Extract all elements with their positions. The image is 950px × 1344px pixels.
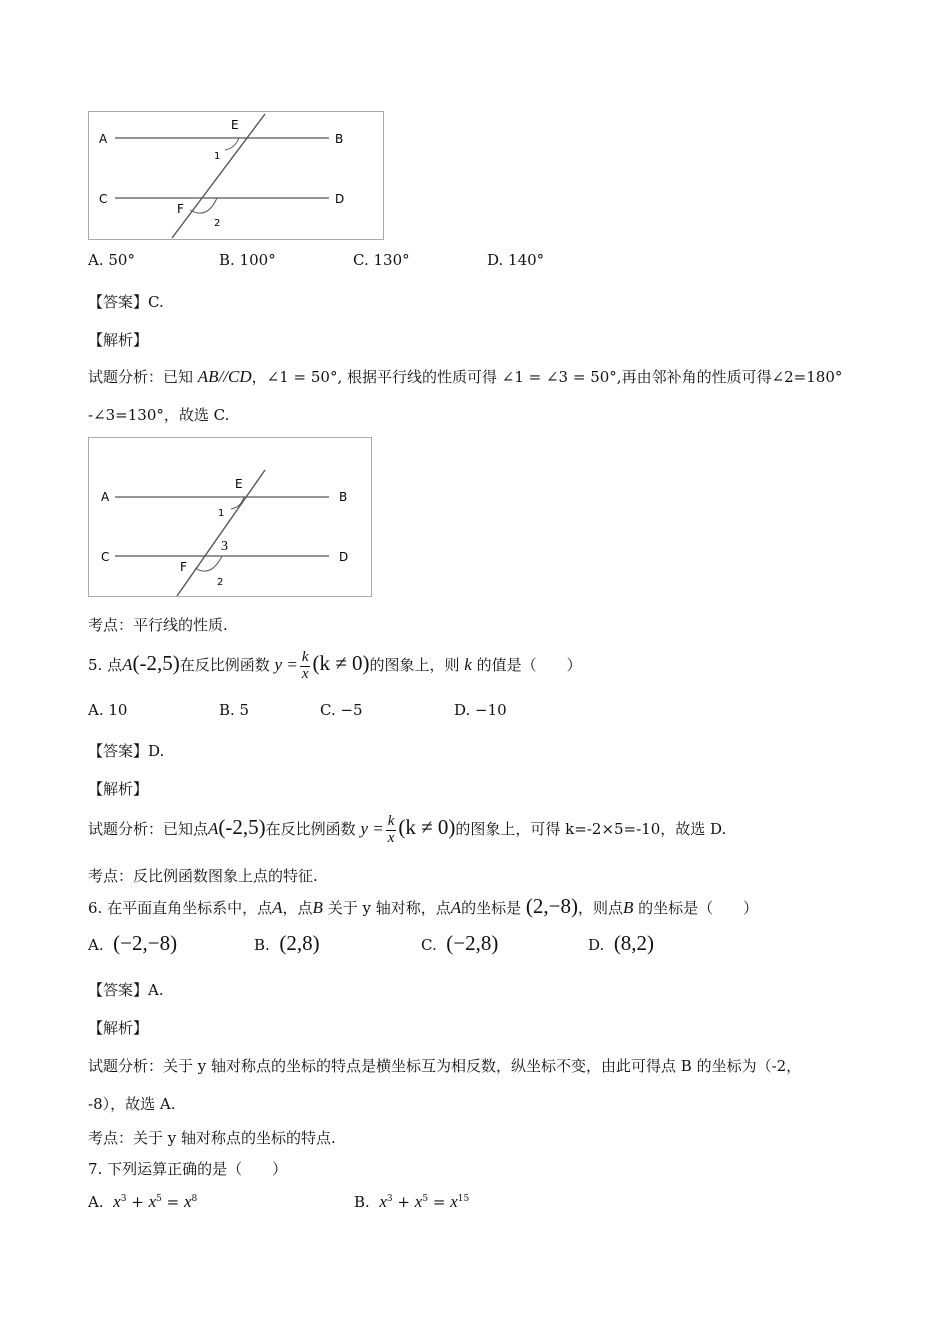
q6-option-b-label: B. bbox=[254, 936, 270, 954]
q5-option-a: A. 10 bbox=[88, 701, 128, 719]
q7-option-a bbox=[88, 1192, 197, 1212]
q7-a-x1: x bbox=[113, 1192, 121, 1211]
q6-option-a-label: A. bbox=[88, 936, 104, 954]
q4-analysis-rest: 再由邻补角的性质可得∠2=180° bbox=[621, 368, 843, 386]
label-c: C bbox=[101, 550, 110, 564]
q7-a-plus: + bbox=[131, 1193, 144, 1211]
angle-1-arc bbox=[225, 138, 239, 150]
q5-analysis-frac-den: x bbox=[387, 830, 395, 846]
q6-option-a bbox=[88, 931, 177, 956]
q6-text-4: 的坐标是 bbox=[461, 899, 522, 917]
q5-analysis-fraction bbox=[386, 814, 397, 846]
q5-analysis-pre: 试题分析：已知点 bbox=[88, 820, 209, 838]
q5-analysis-title: 【解析】 bbox=[88, 780, 149, 798]
q7-question bbox=[88, 1158, 287, 1179]
q7-option-b bbox=[354, 1192, 469, 1212]
q7-a-eq: = bbox=[166, 1193, 180, 1211]
q7-b-exp-15: 15 bbox=[457, 1194, 470, 1204]
q6-question bbox=[88, 894, 758, 919]
q6-option-d-label: D. bbox=[588, 936, 605, 954]
q4-kaodian: 考点：平行线的性质. bbox=[88, 616, 228, 634]
q6-answer: 【答案】A. bbox=[88, 981, 164, 999]
q5-point-a: A bbox=[122, 655, 133, 674]
label-e: E bbox=[235, 477, 243, 491]
q5-text-end: 的值是（ ） bbox=[476, 656, 582, 674]
q4-analysis-prefix: 试题分析：已知 bbox=[88, 368, 194, 386]
q6-option-d-value: (8,2) bbox=[613, 931, 655, 955]
q5-coord: (-2,5) bbox=[132, 651, 180, 675]
q5-fraction bbox=[300, 650, 311, 682]
figure-1-svg bbox=[89, 112, 383, 239]
q6-option-d bbox=[588, 931, 654, 956]
q7-a-exp-5: 5 bbox=[156, 1194, 162, 1204]
q6-analysis-line-2: -8），故选 A. bbox=[88, 1095, 176, 1113]
q7-a-exp-8: 8 bbox=[191, 1194, 198, 1204]
q4-option-c: C. 130° bbox=[353, 251, 410, 269]
q5-analysis-post: 的图象上，可得 k=-2×5=-10，故选 D. bbox=[455, 820, 727, 838]
q4-analysis-title: 【解析】 bbox=[88, 331, 149, 349]
q6-kaodian: 考点：关于 y 轴对称点的坐标的特点. bbox=[88, 1129, 336, 1147]
q4-analysis-mid: ，∠1 = 50°, 根据平行线的性质可得 bbox=[251, 368, 497, 386]
q6-text-3: 关于 y 轴对称，点 bbox=[327, 899, 451, 917]
q6-coord: (2,−8) bbox=[525, 894, 578, 918]
q4-analysis-line-1 bbox=[88, 366, 842, 387]
q5-analysis-mid: 在反比例函数 bbox=[265, 820, 356, 838]
q6-analysis-line-1: 试题分析：关于 y 轴对称点的坐标的特点是横坐标互为相反数，纵坐标不变，由此可得点 B 的坐标为（-2， bbox=[88, 1057, 802, 1075]
q5-question bbox=[88, 646, 582, 682]
label-b: B bbox=[335, 132, 344, 146]
q6-point-b2: B bbox=[623, 898, 634, 917]
q6-text-2: ，点 bbox=[282, 899, 313, 917]
label-a: A bbox=[101, 490, 110, 504]
q6-option-c bbox=[421, 931, 498, 956]
q5-y-eq: y = bbox=[274, 655, 298, 674]
figure-2-svg bbox=[89, 438, 371, 596]
q5-number: 5. bbox=[88, 656, 103, 674]
parallel-lines-figure-2 bbox=[88, 437, 372, 597]
angle-2-label: 2 bbox=[214, 218, 221, 229]
q6-option-a-value: (−2,−8) bbox=[113, 931, 178, 955]
q5-analysis-frac-num: k bbox=[387, 813, 395, 829]
q6-analysis-title: 【解析】 bbox=[88, 1019, 149, 1037]
q4-option-b: B. 100° bbox=[219, 251, 276, 269]
q5-option-c: C. −5 bbox=[320, 701, 363, 719]
q4-option-d: D. 140° bbox=[487, 251, 545, 269]
q6-text-6: 的坐标是（ ） bbox=[638, 899, 759, 917]
q5-option-b: B. 5 bbox=[219, 701, 250, 719]
q5-condition: (k ≠ 0) bbox=[312, 651, 370, 675]
q4-analysis-line-2: -∠3=130°，故选 C. bbox=[88, 406, 230, 424]
q7-b-exp-3: 3 bbox=[386, 1194, 393, 1204]
q5-text-mid: 在反比例函数 bbox=[179, 656, 270, 674]
q5-analysis-y-eq: y = bbox=[360, 819, 384, 838]
q7-a-exp-3: 3 bbox=[120, 1194, 127, 1204]
q6-point-b: B bbox=[312, 898, 323, 917]
label-a: A bbox=[99, 132, 108, 146]
q6-number: 6. bbox=[88, 899, 103, 917]
q4-analysis-eq: ∠1 = ∠3 = 50°, bbox=[501, 368, 622, 386]
q6-option-b-value: (2,8) bbox=[279, 931, 320, 955]
q5-frac-num: k bbox=[301, 649, 309, 665]
q5-analysis bbox=[88, 810, 726, 846]
q7-b-eq: = bbox=[432, 1193, 446, 1211]
parallel-lines-figure-1 bbox=[88, 111, 384, 240]
q4-option-a: A. 50° bbox=[88, 251, 135, 269]
q5-kaodian: 考点：反比例函数图象上点的特征. bbox=[88, 867, 318, 885]
q5-option-d: D. −10 bbox=[454, 701, 507, 719]
q5-frac-den: x bbox=[301, 666, 309, 682]
q5-text-post: 的图象上，则 bbox=[369, 656, 460, 674]
q7-b-x1: x bbox=[379, 1192, 387, 1211]
label-f: F bbox=[177, 202, 184, 216]
q6-option-c-label: C. bbox=[421, 936, 437, 954]
q7-text: 下列运算正确的是（ ） bbox=[107, 1160, 288, 1178]
q6-text-1: 在平面直角坐标系中，点 bbox=[107, 899, 273, 917]
q6-point-a: A bbox=[272, 898, 283, 917]
q6-option-b bbox=[254, 931, 320, 956]
q5-answer: 【答案】D. bbox=[88, 742, 165, 760]
label-e: E bbox=[231, 118, 239, 132]
q6-option-c-value: (−2,8) bbox=[446, 931, 499, 955]
label-b: B bbox=[339, 490, 348, 504]
angle-2-label: 2 bbox=[217, 577, 224, 588]
q7-b-x2: x bbox=[414, 1192, 423, 1211]
angle-1-label: 1 bbox=[214, 151, 221, 162]
q7-a-x2: x bbox=[148, 1192, 157, 1211]
label-d: D bbox=[335, 192, 345, 206]
label-f: F bbox=[180, 560, 187, 574]
q7-option-b-label: B. bbox=[354, 1193, 370, 1211]
q6-point-a2: A bbox=[450, 898, 462, 917]
q5-analysis-condition: (k ≠ 0) bbox=[398, 815, 456, 839]
q6-text-5: ，则点 bbox=[577, 899, 623, 917]
q7-number: 7. bbox=[88, 1160, 103, 1178]
angle-2-arc bbox=[190, 198, 217, 213]
q5-analysis-coord: (-2,5) bbox=[218, 815, 266, 839]
q7-a-x3: x bbox=[184, 1192, 192, 1211]
angle-3-label: 3 bbox=[221, 539, 228, 554]
q5-k: k bbox=[464, 655, 472, 674]
q4-answer: 【答案】C. bbox=[88, 293, 164, 311]
q7-b-plus: + bbox=[397, 1193, 410, 1211]
angle-1-label: 1 bbox=[218, 508, 225, 519]
label-c: C bbox=[99, 192, 108, 206]
q7-b-x3: x bbox=[450, 1192, 458, 1211]
q5-text-pre: 点 bbox=[107, 656, 123, 674]
label-d: D bbox=[339, 550, 349, 564]
q7-option-a-label: A. bbox=[88, 1193, 104, 1211]
q7-b-exp-5: 5 bbox=[422, 1194, 429, 1204]
q5-analysis-point: A bbox=[208, 819, 219, 838]
q4-analysis-ab-cd: AB//CD bbox=[197, 367, 252, 386]
